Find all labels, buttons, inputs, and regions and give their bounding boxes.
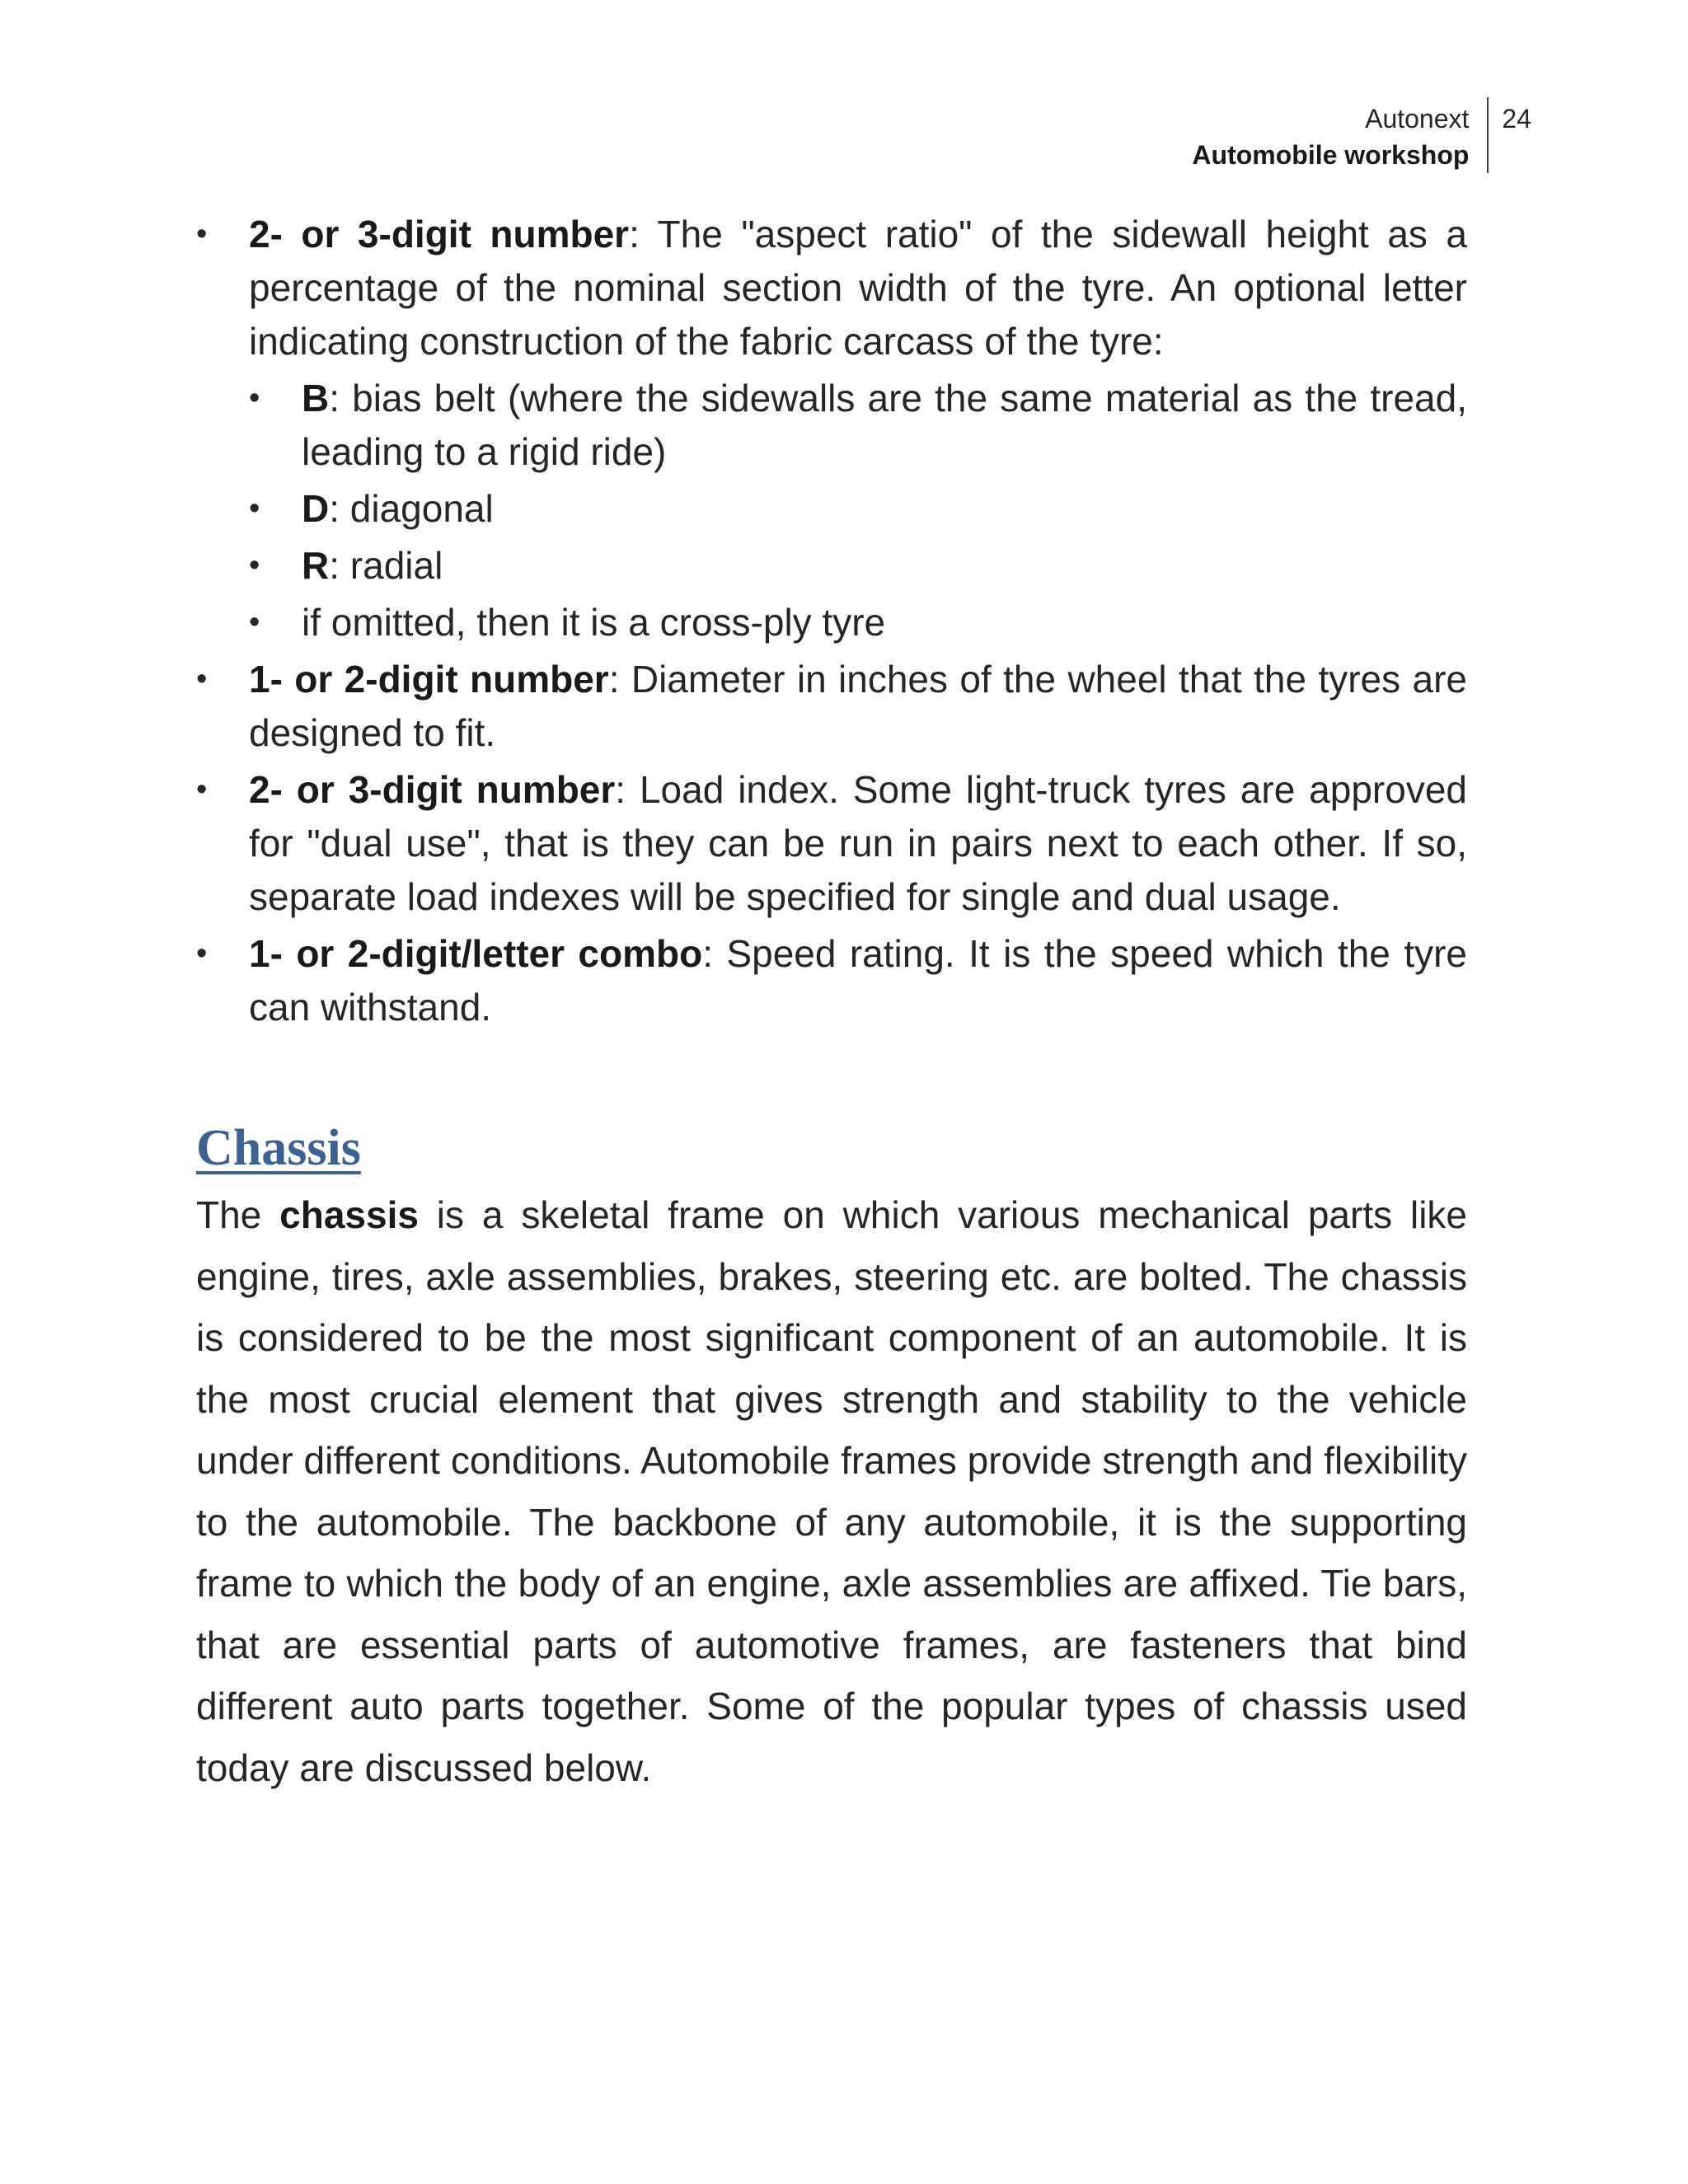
list-item <box>196 208 1467 649</box>
list-item-term: 2- or 3-digit number <box>249 768 616 811</box>
sub-list-item-term: D <box>302 487 330 530</box>
header-title: Autonext <box>1365 104 1470 134</box>
section-heading: Chassis <box>196 1120 361 1176</box>
sub-list-item-term: R <box>302 544 330 587</box>
sub-list-item <box>249 596 1467 649</box>
list-item <box>196 927 1467 1034</box>
carcass-construction-list <box>249 372 1467 649</box>
list-item-text: : The "aspect ratio" of the sidewall height as a percentage of the nominal section width of the tyre. An optional letter indicating construction of the fabric carcass of the tyre: <box>249 213 1467 363</box>
sub-list-item-text: : diagonal <box>329 487 494 530</box>
tyre-code-list <box>196 208 1467 1034</box>
sub-list-item-text: if omitted, then it is a cross-ply tyre <box>302 601 886 644</box>
sub-list-item <box>249 482 1467 536</box>
page-header <box>1192 97 1531 173</box>
sub-list-item-text: : radial <box>329 544 443 587</box>
chassis-paragraph <box>196 1184 1467 1798</box>
sub-list-item-text: : bias belt (where the sidewalls are the same material as the tread, leading to a rigid ride) <box>302 377 1467 473</box>
list-item-text: : Load index. Some light-truck tyres are approved for "dual use", that is they can be run in pairs next to each other. If so, separate load indexes will be specified for single and dual usage. <box>249 768 1468 918</box>
paragraph-bold-term: chassis <box>279 1193 419 1236</box>
list-item-term: 1- or 2-digit/letter combo <box>249 932 703 975</box>
page-content <box>196 208 1467 1798</box>
sub-list-item <box>249 539 1467 593</box>
list-item <box>196 653 1467 760</box>
sub-list-item <box>249 372 1467 479</box>
paragraph-start: The <box>196 1193 280 1236</box>
page-number: 24 <box>1502 104 1531 134</box>
sub-list-item-term: B <box>302 377 330 419</box>
paragraph-rest: is a skeletal frame on which various mechanical parts like engine, tires, axle assemblies, brakes, steering etc. are bolted. The chassis is considered to be the most significant component of an automobile. It is the most crucial element that gives strength and stability to the vehicle under different conditions. Automobile frames provide strength and flexibility to the automobile. The backbone of any automobile, it is the supporting frame to which the body of an engine, axle assemblies are affixed. Tie bars, that are essential parts of automotive frames, are fasteners that bind different auto parts together. Some of the popular types of chassis used today are discussed below. <box>196 1193 1467 1789</box>
header-text-block <box>1192 97 1489 173</box>
list-item-term: 1- or 2-digit number <box>249 658 609 701</box>
list-item-term: 2- or 3-digit number <box>249 213 630 255</box>
list-item-text: : Speed rating. It is the speed which the tyre can withstand. <box>249 932 1467 1029</box>
list-item <box>196 763 1467 924</box>
header-subtitle: Automobile workshop <box>1192 140 1470 170</box>
list-item-text: : Diameter in inches of the wheel that the tyres are designed to fit. <box>249 658 1467 754</box>
